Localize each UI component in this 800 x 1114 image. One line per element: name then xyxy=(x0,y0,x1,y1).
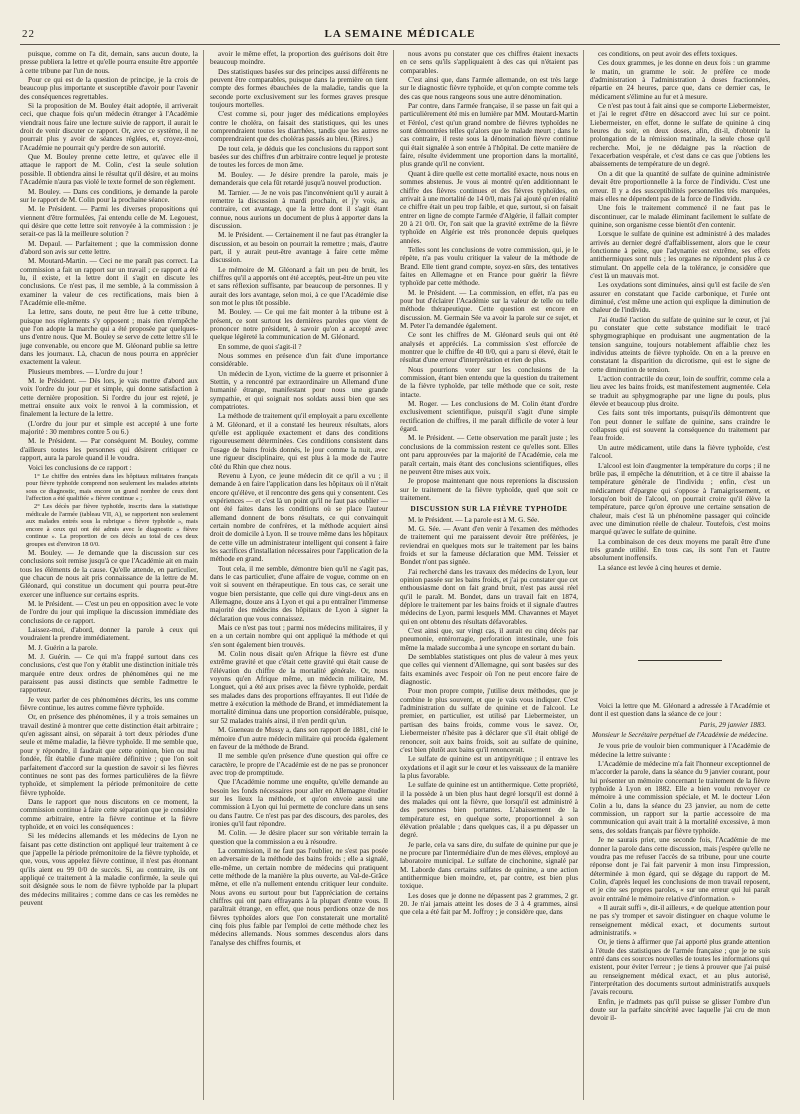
column-4-report xyxy=(590,50,770,620)
paragraph: Ces faits sont très importants, puisqu'ils démontrent que l'on peut donner le sulfate de quinine, sans craindre le collapsus qui est souvent la conséquence du traitement par l'eau froide. xyxy=(590,409,770,443)
paragraph: M. J. Guérin. — Ce qui m'a frappé surtout dans ces conclusions, c'est que l'on y établit une distinction initiale très marquée entre deux ordres de phénomènes qui ne me paraissent pas aussi distincts que semble l'admettre le rapporteur. xyxy=(20,653,198,695)
paragraph: On a dit que la quantité de sulfate de quinine administrée devait être proportionnelle à la force de l'individu. C'est une erreur. Il y a des susceptibilités personnelles très marquées, mais elles ne dépendent pas de la force de l'individu. xyxy=(590,169,770,203)
paragraph: Laissez-moi, d'abord, donner la parole à ceux qui voudraient la prendre immédiatement. xyxy=(20,626,198,643)
paragraph: Lorsque le sulfate de quinine est administré à des malades arrivés au dernier degré d'affaiblissement, alors que le cœur fonctionne à peine, que l'adynamie est extrême, ses effets antithermiques sont nuls ; les organes ne répondent plus à ce stimulant. On appelle cela de la tolérance, je considère que c'est là un mauvais mot. xyxy=(590,230,770,280)
paragraph: 1° Le chiffre des entrées dans les hôpitaux militaires français pour fièvre typhoïde comprend non seulement les malades atteints sous ce diagnostic, mais encore un grand nombre de ceux dont l'affection a été qualifiée « fièvre continue » ; xyxy=(26,472,198,503)
page-number: 22 xyxy=(22,28,35,40)
paragraph: Or, je tiens à affirmer que j'ai apporté plus grande attention à l'étude des statistiques de l'armée française ; que je ne suis entré dans ces sources nouvelles de toutes les informations qui existent, pour éviter l'erreur ; je tiens à prouver que j'ai puisé au renseignement médical exact, et au plus autorisé, l'interprétation des documents surtout administratifs auxquels j'avais recouru. xyxy=(590,938,770,997)
paragraph: Une fois le traitement commencé il ne faut pas le discontinuer, car le malade éliminant facilement le sulfate de quinine, son organisme cesse bientôt d'en contenir. xyxy=(590,204,770,229)
publication-title: LA SEMAINE MÉDICALE xyxy=(324,28,476,40)
paragraph: M. le Président. — Cette observation me paraît juste ; les conclusions de la commission restent ce qu'elles sont. Elles ont paru approuvées par la majorité de l'Académie, cela me paraît certain, mais étant des conclusions scientifiques, elles ne peuvent être mises aux voix. xyxy=(400,434,578,476)
paragraph: Ces doux grammes, je les donne en deux fois : un gramme le matin, un gramme le soir. Je préfère ce mode d'administration à l'administration à doses fractionnées, répartie en 24 heures, parce que, dans ce dernier cas, le médicament s'élimine au fur et à mesure. xyxy=(590,59,770,101)
paragraph: La combinaison de ces deux moyens me paraît être d'une très grande utilité. En tous cas, ils sont l'un et l'autre absolument inoffensifs. xyxy=(590,537,770,563)
column-rule xyxy=(393,50,394,1100)
paragraph: L'Académie de médecine m'a fait l'honneur exceptionnel de m'accorder la parole, dans la séance du 9 janvier courant, pour lui présenter un mémoire concernant le traitement de la fièvre typhoïde à Lyon en 1882. Elle a bien voulu renvoyer ce mémoire à une commission spéciale, et M. le docteur Léon Colin a lu, dans la séance du 23 janvier, au nom de cette commission, un rapport sur la partie accessoire de ma communication qui avait trait à la mortalité excessive, à mon sens, des soldats français par fièvre typhoïde. xyxy=(590,760,770,835)
paragraph: Que l'Académie nomme une enquête, qu'elle demande au besoin les fonds nécessaires pour aller en Allemagne étudier sur les lieux la méthode, et qu'on envoie aussi une commission à Lyon qui lui permette de conclure dans un sens ou dans l'autre. Ce n'est pas par des discours, des paroles, des ironies qu'il faut répondre. xyxy=(210,778,388,828)
paragraph: Il me semble qu'en présence d'une question qui offre ce caractère, le propre de l'Académie est de ne pas se prononcer avec trop de promptitude. xyxy=(210,752,388,777)
paragraph: Le sulfate de quinine est un antipyrétique ; il entrave les oxydations et il agit sur le cœur et les vaisseaux de la manière la plus favorable. xyxy=(400,755,578,780)
paragraph: M. le Président. — Par conséquent M. Bouley, comme d'ailleurs toutes les personnes qui désirent critiquer ce rapport, aura la parole quand il le voudra. xyxy=(20,437,198,463)
paragraph: De semblables statistiques ont plus de valeur à mes yeux que celles qui viennent d'Allemagne, qui sont basées sur des faits examinés avec l'espoir où l'on ne peut encore faire de diagnostic. xyxy=(400,653,578,687)
gleonard-letter xyxy=(590,702,770,1023)
paragraph: Pour ce qui est de la question de principe, je la crois de beaucoup plus importante et susceptible d'avoir pour l'avenir des conséquences regrettables. xyxy=(20,76,198,101)
paragraph: M. le Président. — La parole est à M. G. Sée. xyxy=(408,515,540,524)
paragraph: M. J. Guérin a la parole. xyxy=(28,643,98,652)
paragraph: La séance est levée à cinq heures et demie. xyxy=(598,563,722,572)
paragraph: L'alcool est loin d'augmenter la température du corps ; il ne brûle pas, il empêche la dénutrition, et à ce titre il abaisse la température générale de l'individu ; enfin, c'est un médicament d'épargne qui s'oppose à l'amaigrissement, et lorsqu'on boit de l'alcool, on pourrait croire qu'il élève la température, parce qu'on éprouve une certaine sensation de chaleur, mais c'est là un phénomène passager qui coïncide avec une diminution réelle de chaleur. Toutefois, c'est moins marqué qu'avec le sulfate de quinine. xyxy=(590,461,770,537)
paragraph: puisque, comme on l'a dit, demain, sans aucun doute, la presse publiera la lettre et qu'elle pourra ensuite être apportée à cette tribune par l'un de nous. xyxy=(20,50,198,75)
paragraph: nous avons pu constater que ces chiffres étaient inexacts en ce sens qu'ils s'appliquaient à des cas qui n'étaient pas comparables. xyxy=(400,50,578,75)
paragraph: Le sulfate de quinine est un antithermique. Cette propriété, il la possède à un bien plus haut degré lorsqu'il est donné à des malades qui ont la fièvre, que lorsqu'il est administré à des personnes bien portantes. L'abaissement de la température est, en quelque sorte, proportionnel à son élévation préalable ; dans quelques cas, il a pu dépasser un degré. xyxy=(400,781,578,840)
paragraph: Telles sont les conclusions de votre commission, qui, je le répète, n'a pas voulu critiquer la valeur de la méthode de Brand. Elle tient grand compte, soyez-en sûrs, des tentatives faites en Allemagne et en France pour guérir la fièvre typhoïde par cette méthode. xyxy=(400,245,578,288)
paragraph: M. Colin nous disait qu'en Afrique la fièvre est d'une extrême gravité et que c'était cette gravité qui était cause de l'élévation du chiffre de la mortalité générale. Or, nous voyons qu'en Afrique même, un médecin militaire, M. Longuet, qui a été aux prises avec la fièvre typhoïde, perdait ses malades dans des proportions effrayantes. Il eut l'idée de mettre à exécution la méthode de Brand, et immédiatement la mortalité diminua dans une proportion considérable, puisque, sur 52 malades traités ainsi, il n'en perdit qu'un. xyxy=(210,650,388,725)
paragraph: En somme, de quoi s'agit-il ? xyxy=(218,342,302,351)
paragraph: Un médecin de Lyon, victime de la guerre et prisonnier à Stettin, y a rencontré par extraordinaire un Allemand d'une humanité étrange, manifestant pour nous une grande sympathie, et qui soignait nos soldats aussi bien que ses compatriotes. xyxy=(210,369,388,412)
paragraph: Je parle, cela va sans dire, du sulfate de quinine pur que je ne procure par l'intermédiaire d'un de mes élèves, employé au laboratoire municipal. Le sulfate de cinchonine, signalé par M. Laborde dans certains sulfates de quinine, a une action antithermique bien moindre, et, par contre, est bien plus toxique. xyxy=(400,840,578,891)
letter-addressee: Monsieur le Secrétaire perpétuel de l'Académie de médecine. xyxy=(591,731,769,740)
paragraph: Nous sommes en présence d'un fait d'une importance considérable. xyxy=(210,352,388,369)
paragraph: Revenu à Lyon, ce jeune médecin dit ce qu'il a vu ; il demande à en faire l'application dans les hôpitaux où il n'était encore qu'élève, et il rencontre des gens qui y consentent. Ces expériences — et c'est là un point qu'il ne faut pas oublier — ont été faites dans les conditions où se place l'auteur allemand donnent de bons résultats, ce qui convainquit certain nombre de confrères, et la méthode acquiert ainsi droit de domicile à Lyon. Il se trouve même dans les hôpitaux de cette ville un administrateur intelligent qui consent à faire les sacrifices d'installation nécessaires pour l'application de la méthode en grand. xyxy=(210,471,388,564)
paragraph: ces conditions, on peut avoir des effets toxiques. xyxy=(598,50,738,58)
paragraph: Voici les conclusions de ce rapport : xyxy=(28,463,132,472)
paragraph: M. Colin. — Je désire placer sur son véritable terrain la question que la commission a eu à résoudre. xyxy=(210,829,388,846)
paragraph: Plusieurs membres. — L'ordre du jour ! xyxy=(28,367,143,376)
paragraph: M. le Président. — Parmi les diverses propositions qui viennent d'être formulées, j'ai entendu celle de M. Legouest, qui désire que cette lettre soit renvoyée à la commission : je serait-ce pas là la meilleure solution ? xyxy=(20,205,198,239)
column-rule xyxy=(583,50,584,1100)
paragraph: Je ne saurais prier, une seconde fois, l'Académie de me donner la parole dans cette discussion, mais j'espère qu'elle ne voudra pas me refuser l'accès de sa tribune, pour une courte réponse dont je l'ai fait parvenir à mon insu l'impression, déterminée à mon égard, qui se dégage du rapport de M. Colin, d'après lequel les conclusions de mon travail reposent, et je cite ses propres paroles, « sur une erreur qui lui paraît avoir entraîné le mémoire relative d'information. » xyxy=(590,836,770,903)
paragraph: M. Bouley. — Je désire prendre la parole, mais je demanderais que cela fût retardé jusqu'à nouvel production. xyxy=(210,170,388,188)
paragraph: M. Bouley. — Je demande que la discussion sur ces conclusions soit remise jusqu'à ce que l'Académie ait en main tous les éléments de la cause. Qu'elle attende, en particulier, que chacun de nous ait pris connaissance de la lettre de M. Gléonard, qui constitue un document qui pourra peut-être exercer une influence sur certains esprits. xyxy=(20,548,198,599)
paragraph: Nous pourrions voter sur les conclusions de la commission, étant bien entendu que la question du traitement de la fièvre typhoïde, par telle méthode que ce soit, reste intacte. xyxy=(400,365,578,399)
paragraph: L'action contractile du cœur, loin de souffrir, comme cela a lieu avec les bains froids, est manifestement augmentée. Cela se traduit au sphygmographe par une ligne du pouls, plus élevée et beaucoup plus droite. xyxy=(590,375,770,409)
paragraph: Des statistiques basées sur des principes aussi différents ne peuvent être comparables, puisque dans la première on tient compte des formes ébauchées de la maladie, tandis que la seconde porte exclusivement sur les formes graves presque toujours mortelles. xyxy=(210,67,388,110)
paragraph: C'est ainsi que, sur vingt cas, il aurait eu cinq décès par pneumonie, entérorragie, perforation intestinale, une fois même la malade succomba à une syncope en sortant du bain. xyxy=(400,627,578,652)
paragraph: M. le Président. — C'est un peu en opposition avec le vote de l'ordre du jour qui implique la discussion immédiate des conclusions de ce rapport. xyxy=(20,599,198,625)
paragraph: 2° Les décès par fièvre typhoïde, inscrits dans la statistique médicale de l'armée (tableau VII, A), se rapportent non seulement aux malades entrés sous la rubrique « fièvre typhoïde », mais encore à ceux qui ont été admis avec le diagnostic « fièvre continue ». La proportion de ces décès au total de ces deux groupes est d'environ 18 0/0. xyxy=(26,503,198,548)
column-1 xyxy=(20,50,198,1100)
paragraph: Dans le rapport que nous discutons en ce moment, la commission continue à faire cette séparation que je considère comme arbitraire, entre la fièvre continue et la fièvre typhoïde, et en voici les conséquences : xyxy=(20,797,198,831)
paragraph: M. Tarnier. — Je ne vois pas l'inconvénient qu'il y aurait à remettre la discussion à mardi prochain, et j'y vois, au contraire, cet avantage, que la lettre dont il s'agit étant connue, nous aurions un document de plus à apporter dans la discussion. xyxy=(210,188,388,230)
column-3 xyxy=(400,50,578,1100)
paragraph: C'est ainsi que, dans l'armée allemande, on est très large sur le diagnostic fièvre typhoïde, et qu'on compte comme tels des cas que nous rangeons sous une autre dénomination. xyxy=(400,76,578,101)
paragraph: Mais ce n'est pas tout ; parmi nos médecins militaires, il y en a un certain nombre qui ont appliqué la méthode et qui s'en sont également bien trouvés. xyxy=(210,624,388,649)
paragraph: M. G. Sée. — Avant d'en venir à l'examen des méthodes de traitement qui me paraissent devoir être préférées, je reviendrai en quelques mots sur le traitement par les bains froids et sur la fameuse déclaration que MM. Teissier et Bondet n'ont pas signée. xyxy=(400,524,578,567)
column-2 xyxy=(210,50,388,1100)
paragraph: Tout cela, il me semble, démontre bien qu'il ne s'agit pas, dans le cas particulier, d'une affaire de vogue, comme on en voit si souvent en thérapeutique. En tous cas, ce serait une vogue bien persistante, que celle qui dure vingt-deux ans en Allemagne, douze ans à Lyon et qui a pu entraîner l'immense majorité des médecins des hôpitaux de Lyon à signer la déclaration que vous connaissez. xyxy=(210,564,388,623)
paragraph: M. le Président. — Certainement il ne faut pas étrangler la discussion, et au besoin on pourrait la remettre ; mais, d'autre part, il y aurait peut-être avantage à faire cette même discussion. xyxy=(210,231,388,265)
paragraph: La lettre, sans doute, ne peut être lue à cette tribune, puisque nos règlements s'y opposent ; mais rien n'empêche que l'on adopte la marche qui a été proposée par quelques-uns d'entre nous. Que M. Bouley se serve de cette lettre s'il le juge convenable, ou encore que M. Gléonard publie sa lettre dans les journaux. Là, chacun de nous pourra en apprécier exactement la valeur. xyxy=(20,308,198,367)
paragraph: Je propose maintenant que nous reprenions la discussion sur le traitement de la fièvre typhoïde, quel que soit ce traitement. xyxy=(400,477,578,502)
paragraph: Quant à dire quelle est cette mortalité exacte, nous nous en sommes abstenus. Je vous ai montré qu'en additionnant le chiffre des fièvres continues et des fièvres typhoïdes, on arrivait à une mortalité de 14 0/0, mais j'ai ajouté qu'en réalité ce chiffre était un peu trop faible, et que, surtout, si on faisait entrer en ligne de compte l'armée d'Algérie, il fallait compter 20 à 21 0/0. Or, l'on sait que la gravité extrême de la fièvre typhoïde en Algérie est très prononcée depuis quelques années. xyxy=(400,169,578,245)
paragraph: Si la proposition de M. Bouley était adoptée, il arriverait ceci, que chaque fois qu'un médecin étranger à l'Académie viendrait nous faire une lecture suivie de rapport, il aurait le droit de venir discuter ce rapport. Or, avec ce système, il ne pourrait plus y avoir de séances réglées, et, croyez-moi, l'Académie ne pourrait qu'y perdre de son autorité. xyxy=(20,102,198,152)
paragraph: M. le Président. — Dès lors, je vais mettre d'abord aux voix l'ordre du jour pur et simple, qui donne satisfaction à cette dernière proposition. Si l'ordre du jour est rejeté, je mettrai ensuite aux voix le renvoi à la commission, et finalement la lecture de la lettre. xyxy=(20,377,198,419)
paragraph: M. Bouley. — Dans ces conditions, je demande la parole sur le rapport de M. Colin pour la prochaine séance. xyxy=(20,187,198,204)
paragraph: M. le Président. — La commission, en effet, n'a pas eu pour but d'éclairer l'Académie sur la valeur de telle ou telle méthode thérapeutique. Cette question est encore en discussion. M. Germain Sée va avoir la parole sur ce sujet, et M. Peter l'a demandée également. xyxy=(400,288,578,330)
paragraph: Que M. Bouley prenne cette lettre, et qu'avec elle il attaque le rapport de M. Colin, c'est la seule solution possible. Il obtiendra ainsi le résultat qu'il désire, et au moins l'Académie n'aura pas violé le texte formel de son règlement. xyxy=(20,153,198,187)
paragraph: (L'ordre du jour pur et simple est accepté à une forte majorité : 30 membres contre 5 ou 6.) xyxy=(20,419,198,437)
paragraph: Or, en présence des phénomènes, il y a trois semaines un travail destiné à montrer que cette distinction était arbitraire ; qu'en agissant ainsi, on séparait à tort deux périodes d'une seule et même maladie, la fièvre typhoïde. Il me semble que, pour y répondre, il faudrait que cette opinion, bien ou mal fondée, fût établie d'une manière définitive ; que l'on soit parfaitement d'accord sur la question de savoir si les fièvres continues ne sont pas des formes particulières de la fièvre typhoïde, et simplement la période prémonitoire de cette fièvre typhoïde. xyxy=(20,713,198,797)
paragraph: Enfin, je n'admets pas qu'il puisse se glisser l'ombre d'un doute sur la parfaite sincérité avec laquelle j'ai cru de mon devoir il- xyxy=(590,997,770,1023)
paragraph: M. Moutard-Martin. — Ceci ne me paraît pas correct. La commission a fait un rapport sur un travail ; ce rapport a été lu, il existe, et la lettre dont il s'agit en discute les conclusions. Ce n'est pas, il me semble, à la commission à examiner la valeur de ces rectifications, mais bien à l'Académie elle-même. xyxy=(20,257,198,307)
paragraph: Le mémoire de M. Gléonard a fait un peu de bruit, les chiffres qu'il a apportés ont été acceptés, peut-être un peu vite et sans réflexion suffisante, par beaucoup de personnes. Il y aurait des lors avantage, selon moi, à ce que l'Académie dise son mot le plus tôt possible. xyxy=(210,265,388,307)
letter-date: Paris, 29 janvier 1883. xyxy=(699,720,766,729)
paragraph: Voici la lettre que M. Gléonard a adressée à l'Académie et dont il est question dans la séance de ce jour : xyxy=(590,702,770,719)
section-separator xyxy=(638,660,722,661)
paragraph: Je vous prie de vouloir bien communiquer à l'Académie de médecine la lettre suivante : xyxy=(590,742,770,759)
paragraph: M. Roger. — Les conclusions de M. Colin étant d'ordre exclusivement scientifique, puisqu'il s'agit d'une simple rectification de chiffres, il me paraît difficile de voter à leur égard. xyxy=(400,400,578,434)
paragraph: Ce n'est pas tout à fait ainsi que se comporte Liebermeister, et j'ai le regret d'être en désaccord avec lui sur ce point. Liebermeister, en effet, donne le sulfate de quinine à cinq heures du soir, en deux doses, afin, dit-il, d'obtenir la prolongation de la rémission matinale, la seule chose qu'il recherche. Moi, je ne dédaigne pas la réaction de l'exacerbation vespérale, et c'est dans ce cas que j'obtiens les abaissements de température de un degré. xyxy=(590,102,770,169)
paragraph: « Il aurait suffi », dit-il ailleurs, « de quelque attention pour ne pas s'y tromper et savoir distinguer en chaque volume le renseignement médical exact, et documents surtout administratifs. » xyxy=(590,903,770,937)
paragraph: Par contre, dans l'armée française, il se passe un fait qui a particulièrement été mis en lumière par MM. Moutard-Martin et Féréol, c'est qu'un grand nombre de fièvres typhoïdes ne sont démontrées telles qu'alors que le malade meurt ; dans le cas contraire, il reste sous la dénomination fièvre continue qui était signalée à son entrée à l'hôpital. De cette manière de faire, résulte évidemment une proportion dans la mortalité, plus grande qu'il ne convient. xyxy=(400,102,578,169)
page-header xyxy=(20,26,780,45)
paragraph: Ce sont les chiffres de M. Gléonard seuls qui ont été analysés et appréciés. La commission s'est efforcée de montrer que le chiffre de 40 0/0, qui a paru si élevé, était le résultat d'une erreur d'interprétation et rien de plus. xyxy=(400,331,578,365)
paragraph: avoir le même effet, la proportion des guérisons doit être beaucoup moindre. xyxy=(210,50,388,67)
paragraph: C'est comme si, pour juger des médications employées contre le choléra, on faisait des statistiques, qui les unes comprendraient toutes les diarrhées, tandis que les autres ne comprendraient que des choléras passés au bleu. (Rires.) xyxy=(210,110,388,144)
paragraph: J'ai étudié l'action du sulfate de quinine sur le cœur, et j'ai pu constater que cette substance modifiait le tracé sphygmographique en produisant une augmentation de la tension sanguine, toujours notablement affaiblie chez les individus atteints de fièvre typhoïde. On en a la preuve en constatant la disparition du dicrotisme, qui est le signe de cette diminution de tension. xyxy=(590,315,770,374)
paragraph: Pour mon propre compte, j'utilise deux méthodes, que je combine le plus souvent, et que je vais vous indiquer. C'est l'administration du sulfate de quinine et de l'alcool. Le premier, en particulier, est utilisé par Liebermeister, un partisan des bains froids, comme vous le savez. Or, Liebermeister n'hésite pas à déclarer que s'il était obligé de renoncer, soit aux bains froids, soit au sulfate de quinine, c'est bien plutôt aux bains qu'il renoncerait. xyxy=(400,687,578,754)
paragraph: J'ai recherché dans les travaux des médecins de Lyon, leur opinion passée sur les bains froids, et j'ai pu constater que cet enthousiasme dont on fait grand bruit, n'est pas aussi réel qu'il le paraît. M. Bondet, dans un travail fait en 1874, déplore le traitement par les bains froids et il signale d'autres médecins de Lyon, parmi lesquels MM. Chavannes et Mayet qui en ont obtenu des résultats défavorables. xyxy=(400,567,578,626)
paragraph: La méthode de traitement qu'il employait a paru excellente à M. Gléonard, et il a constaté les heureux résultats, alors qu'elle est appliquée exactement et dans des conditions rigoureusement déterminées. Ces conditions consistent dans l'usage de bains froids donnés, le jour comme la nuit, avec une rigueur disciplinaire, qui est plus à la mode de l'autre côté du Rhin que chez nous. xyxy=(210,412,388,471)
paragraph: Les doses que je donne ne dépassent pas 2 grammes, 2 gr. 20. Je n'ai jamais atteint les doses de 3 à 4 grammes, ainsi que cela a été fait par M. Joffroy ; je considère que, dans xyxy=(400,891,578,917)
paragraph: Je veux parler de ces phénomènes décrits, les uns comme fièvre continue, les autres comme fièvre typhoïde. xyxy=(20,695,198,713)
paragraph: De tout cela, je déduis que les conclusions du rapport sont basées sur des chiffres d'un arbitraire contre lequel je proteste de toutes les forces de mon âme. xyxy=(210,144,388,170)
paragraph: Un autre médicament, utile dans la fièvre typhoïde, c'est l'alcool. xyxy=(590,443,770,461)
section-heading: DISCUSSION SUR LA FIÈVRE TYPHOÏDE xyxy=(410,505,568,514)
paragraph: Si les médecins allemands et les médecins de Lyon ne faisant pas cette distinction ont appliqué leur traitement à ce que j'appelle la période prémonitoire de la fièvre typhoïde, et que, vous, vous appelez fièvre continue, il n'est pas étonnant qu'ils aient eu 99 0/0 de succès. Si, au contraire, ils ont appliqué ce traitement à la maladie confirmée, la seule qui soit désignée sous le nom de fièvre typhoïde par la plupart des médecins militaires ; comme dans ce cas les remèdes ne peuvent xyxy=(20,832,198,907)
column-4 xyxy=(590,50,770,1100)
paragraph: M. Gueneau de Mussy a, dans son rapport de 1881, cité le mémoire d'un autre médecin militaire qui procéda également en faveur de la méthode de Brand. xyxy=(210,726,388,751)
paragraph: M. Depaul. — Parfaitement ; que la commission donne d'abord son avis sur cette lettre. xyxy=(20,239,198,256)
paragraph: La commission, il ne faut pas l'oublier, ne s'est pas posée en adversaire de la méthode des bains froids ; elle a signalé, elle-même, un certain nombre de médecins qui pratiquent cette méthode de la manière la plus ouverte, au Val-de-Grâce même, et elle n'a nullement entendu critiquer leur conduite. Nous avons eu surtout pour but l'appréciation de certains chiffres qui ont paru effrayants à la plupart d'entre vous. Il paraîtrait étrange, en effet, que nous perdions onze de nos fièvres typhoïdes alors que l'on constaterait une mortalité cinq fois plus faible par l'emploi de cette méthode chez les médecins allemands. Nous sommes descendus alors dans l'analyse des chiffres fournis, et xyxy=(210,846,388,947)
paragraph: Les oxydations sont diminuées, ainsi qu'il est facile de s'en assurer en constatant que l'acide carbonique, et l'urée ont diminué, c'est même une action qui explique la diminution de chaleur de l'individu. xyxy=(590,281,770,315)
column-rule xyxy=(203,50,204,1100)
paragraph: M. Bouley. — Ce qui me fait monter à la tribune est à présent, ce sont surtout les dernières paroles que vient de prononcer notre président, à savoir qu'on a accepté avec quelque légèreté la communication de M. Gléonard. xyxy=(210,308,388,342)
